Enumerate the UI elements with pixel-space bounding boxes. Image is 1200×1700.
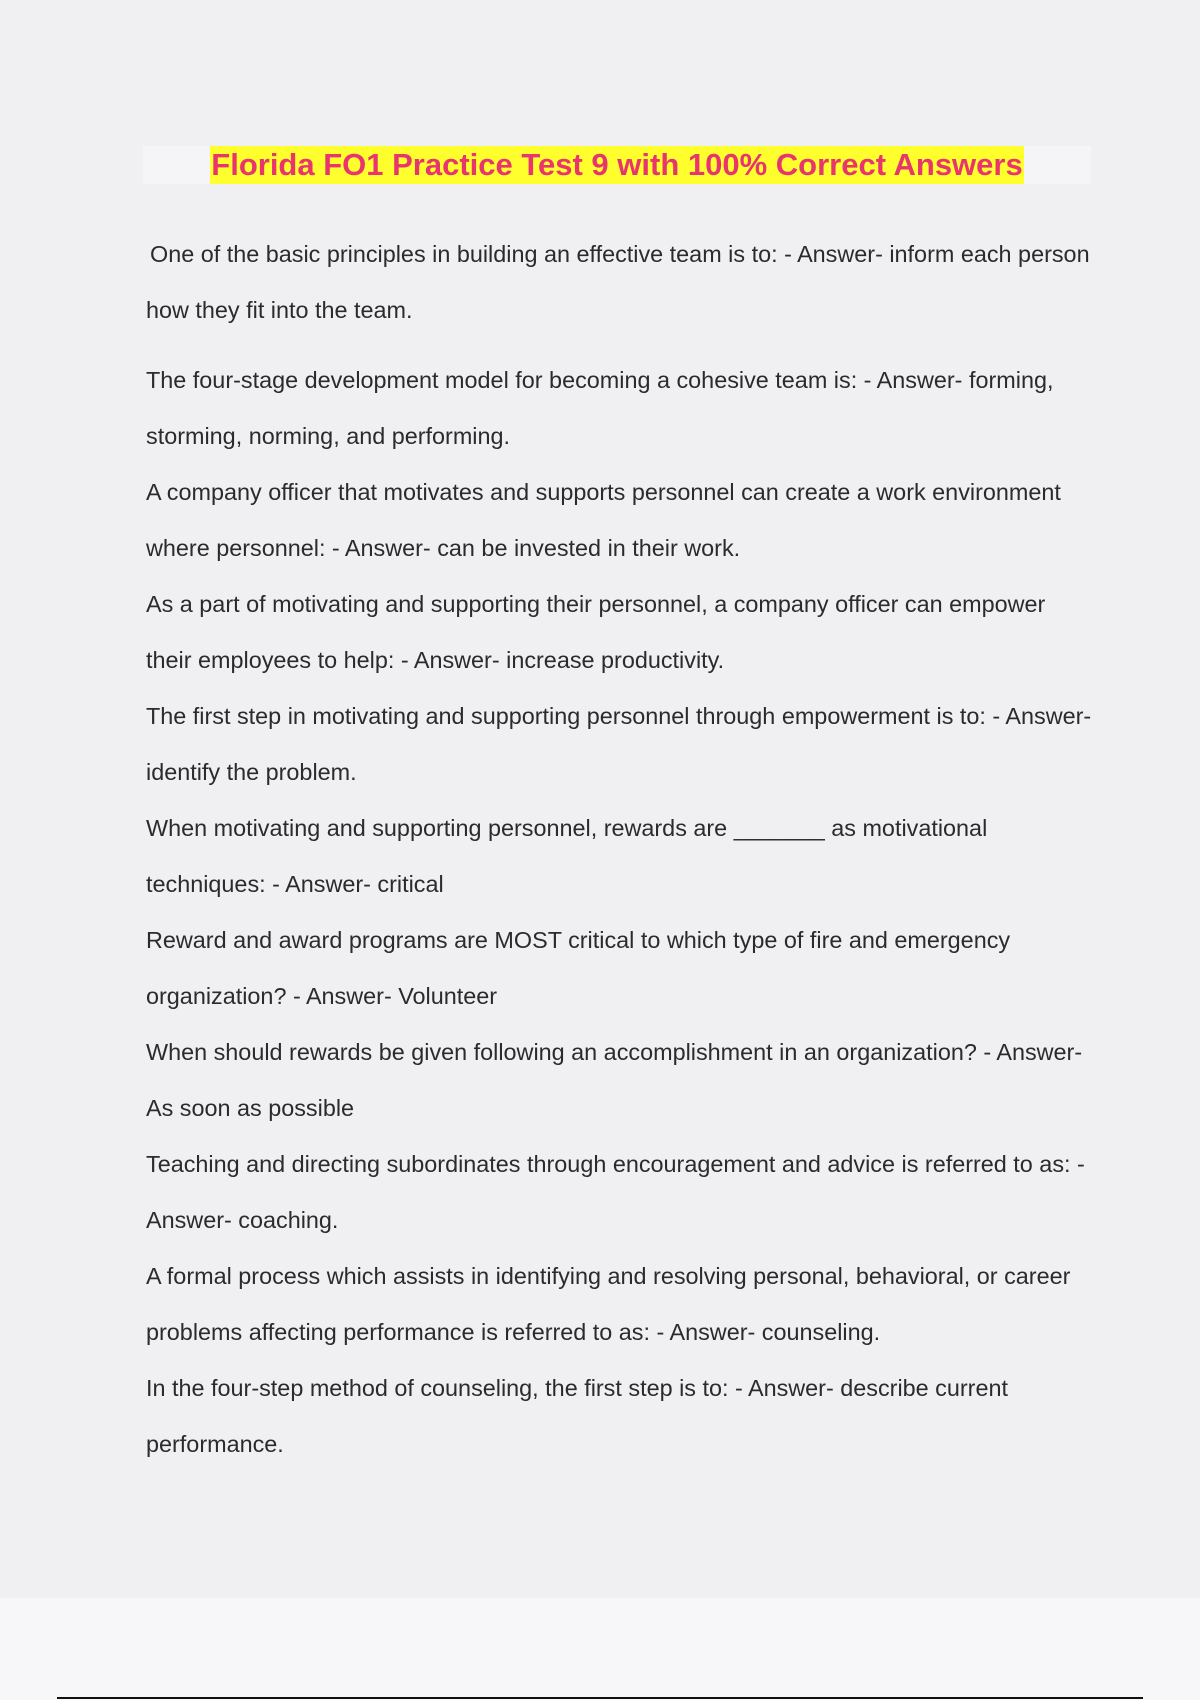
page-footer bbox=[0, 1598, 1200, 1700]
title-banner bbox=[143, 146, 1091, 184]
qa-item: When should rewards be given following an accomplishment in an organization? - Answer- As soon as possible bbox=[146, 1039, 1083, 1121]
qa-item: Teaching and directing subordinates through encouragement and advice is referred to as: - Answer- coaching. bbox=[146, 1151, 1085, 1233]
qa-item: When motivating and supporting personnel, rewards are _______ as motivational techniques: - Answer- critical bbox=[146, 815, 988, 897]
qa-item: One of the basic principles in building an effective team is to: - Answer- inform each person how they fit into the team. bbox=[146, 241, 1090, 323]
qa-item: The first step in motivating and supporting personnel through empowerment is to: - Answer- identify the problem. bbox=[146, 703, 1092, 785]
footer-divider bbox=[57, 1697, 1143, 1699]
qa-item: A formal process which assists in identifying and resolving personal, behavioral, or career problems affecting performance is referred to as: - Answer- counseling. bbox=[146, 1263, 1071, 1345]
document-title: Florida FO1 Practice Test 9 with 100% Correct Answers bbox=[211, 147, 1023, 182]
qa-item: As a part of motivating and supporting their personnel, a company officer can empower their employees to help: - Answer- increase productivity. bbox=[146, 591, 1046, 673]
qa-item: In the four-step method of counseling, the first step is to: - Answer- describe current performance. bbox=[146, 1375, 1008, 1457]
qa-list bbox=[146, 226, 1096, 1472]
qa-item: The four-stage development model for becoming a cohesive team is: - Answer- forming, storming, norming, and performing. bbox=[146, 367, 1054, 449]
qa-item: Reward and award programs are MOST critical to which type of fire and emergency organization? - Answer- Volunteer bbox=[146, 927, 1011, 1009]
qa-item: A company officer that motivates and supports personnel can create a work environment where personnel: - Answer- can be invested in their work. bbox=[146, 479, 1061, 561]
